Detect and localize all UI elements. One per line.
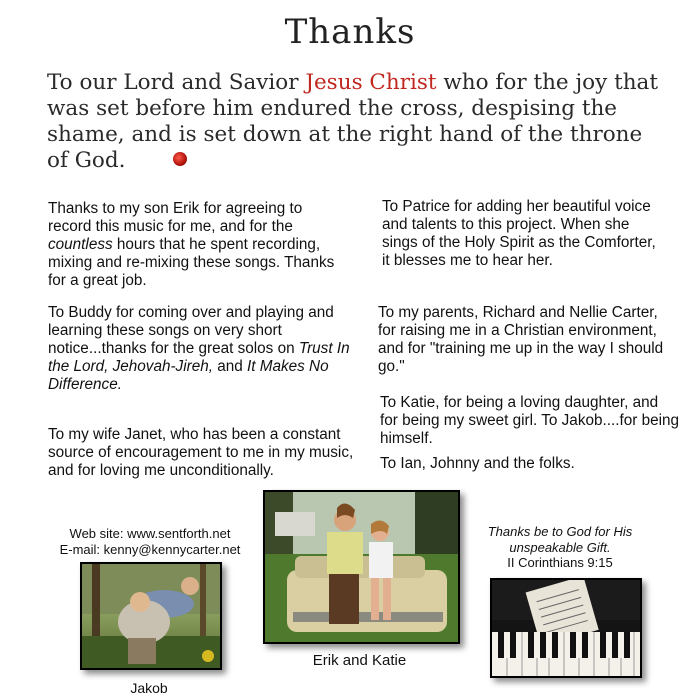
verse-reference: II Corinthians 9:15 <box>507 555 613 570</box>
thanks-folks-paragraph: To Ian, Johnny and the folks. <box>380 455 575 472</box>
verse-block <box>462 524 658 571</box>
thanks-buddy-text-a: To Buddy for coming over and playing and learning these songs on very short notice...thanks for the great solos on <box>48 304 334 357</box>
thanks-buddy-paragraph <box>48 304 353 394</box>
thanks-buddy-song-1: Trust In the Lord, Jehovah-Jireh, <box>48 340 350 375</box>
thanks-janet-paragraph: To my wife Janet, who has been a constant source of encouragement to me in my music, and for loving me unconditionally. <box>48 426 354 479</box>
page-title: Thanks <box>284 12 416 52</box>
erik-katie-photo <box>263 490 460 644</box>
dedication-text <box>47 70 667 174</box>
thanks-buddy-text-b: and <box>212 358 247 375</box>
erik-katie-photo-art <box>265 492 458 642</box>
thanks-erik-paragraph <box>48 200 348 290</box>
thanks-erik-text-a: Thanks to my son Erik for agreeing to record this music for me, and for the <box>48 200 303 235</box>
website-link[interactable]: Web site: www.sentforth.net <box>69 526 231 541</box>
thanks-katie-paragraph: To Katie, for being a loving daughter, and for being my sweet girl. To Jakob....for being himself. <box>380 394 680 447</box>
email-link[interactable]: E-mail: kenny@kennycarter.net <box>59 542 241 557</box>
jakob-caption: Jakob <box>130 680 168 696</box>
jakob-photo-art <box>82 564 220 668</box>
thanks-erik-emphasis: countless <box>48 236 113 253</box>
contact-info <box>28 526 272 558</box>
dedication-after: who for the joy that was set before him endured the cross, despising the shame, and is set down at the right hand of the throne of God. <box>47 70 659 173</box>
verse-text: Thanks be to God for His unspeakable Gift. <box>487 524 633 555</box>
thanks-parents-paragraph: To my parents, Richard and Nellie Carter, for raising me in a Christian environment, and for "training me up in the way I should go." <box>378 304 664 375</box>
thanks-patrice-paragraph: To Patrice for adding her beautiful voice and talents to this project. When she sings of the Holy Spirit as the Comforter, it blesses me to hear her. <box>382 198 656 269</box>
jakob-photo <box>80 562 222 670</box>
dedication-before: To our Lord and Savior <box>47 70 306 95</box>
rose-icon <box>173 152 187 166</box>
thanks-buddy-song-2: It Makes No Difference. <box>48 358 329 393</box>
erik-katie-caption: Erik and Katie <box>312 652 407 669</box>
dedication-highlight: Jesus Christ <box>305 70 437 95</box>
piano-photo-art <box>492 580 640 676</box>
thanks-erik-text-b: hours that he spent recording, mixing and re-mixing these songs. Thanks for a great job. <box>48 236 335 289</box>
piano-photo <box>490 578 642 678</box>
